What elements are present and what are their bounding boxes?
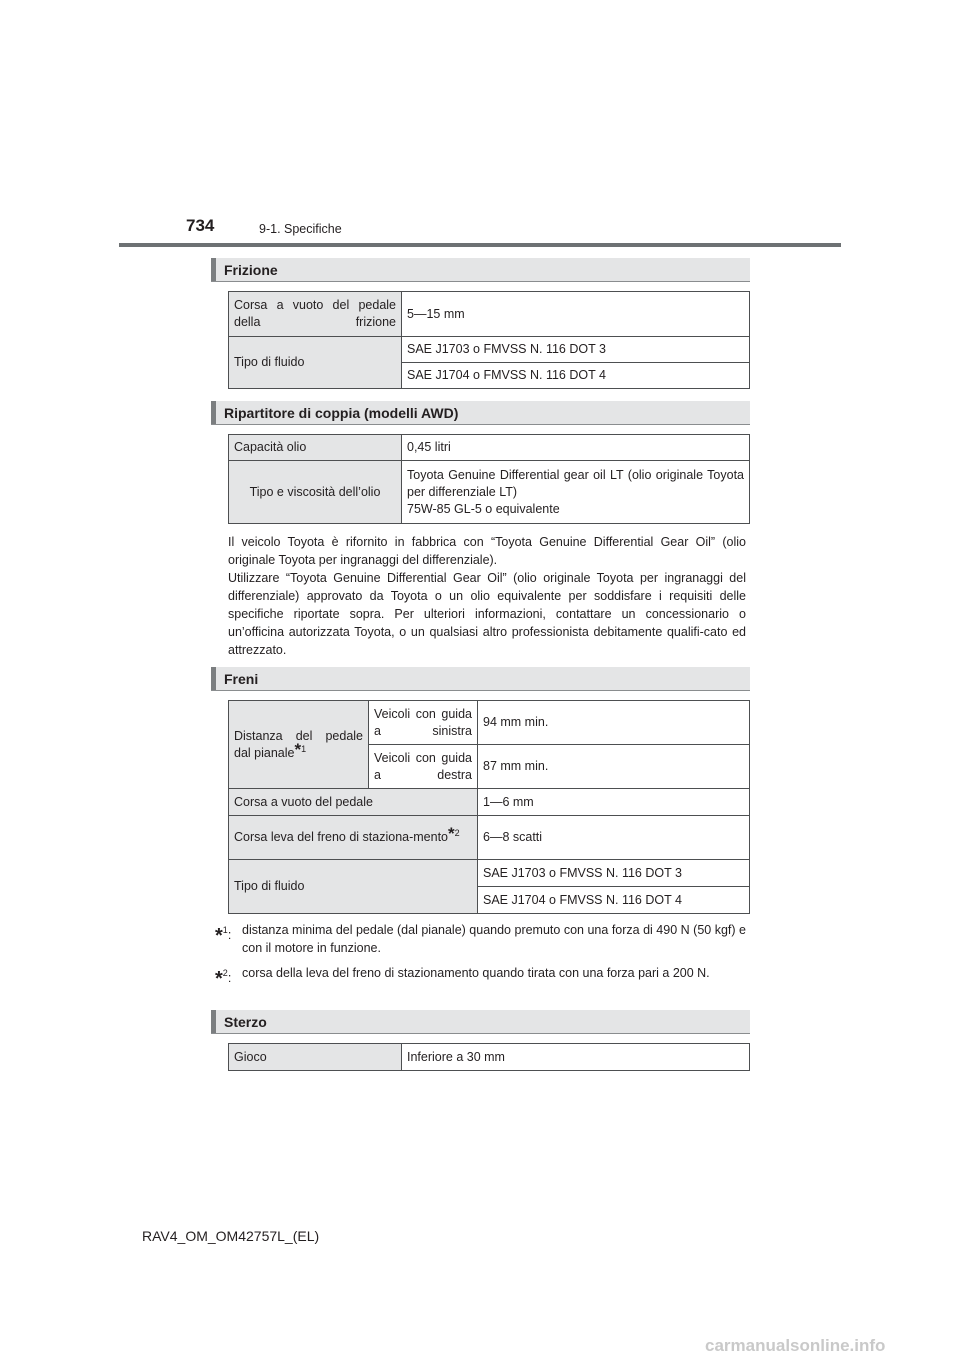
heading-bar bbox=[211, 667, 216, 690]
table-value bbox=[402, 461, 750, 524]
table-row bbox=[229, 292, 750, 337]
header-rule bbox=[119, 243, 841, 247]
oil-viscosity-line: 75W-85 GL-5 o equivalente bbox=[407, 501, 560, 516]
oil-note bbox=[228, 533, 746, 659]
oil-note-paragraph: Utilizzare “Toyota Genuine Differential Gear Oil” (olio originale Toyota per ingranaggi del differenziale) approvato da Toyota o un olio equivalente per soddisfare i requisiti delle specifiche riportate sopra. Per ulteriori informazioni, contattare un concessionario o un’officina autorizzata Toyota, o un qualsiasi altro professionista debitamente qualifi-cato ed attrezzato. bbox=[228, 571, 746, 657]
section-heading-sterzo bbox=[211, 1010, 750, 1034]
footnote-mark: *$^2$: bbox=[215, 968, 232, 990]
table-key: Tipo di fluido bbox=[229, 337, 402, 389]
table-key: Gioco bbox=[229, 1044, 402, 1071]
table-subkey: Veicoli con guida a destra bbox=[369, 745, 478, 789]
table-value: 87 mm min. bbox=[478, 745, 750, 789]
footnote-number: 1 bbox=[301, 743, 307, 754]
heading-label: Frizione bbox=[224, 262, 278, 278]
footnote-text: distanza minima del pedale (dal pianale) quando premuto con una forza di 490 N (50 kgf) e con il motore in funzione. bbox=[242, 923, 746, 955]
table-ripartitore bbox=[228, 434, 750, 524]
distanza-label: Distanza del pedale dal pianale$^{*1}$ bbox=[234, 728, 363, 760]
table-row bbox=[229, 860, 750, 887]
oil-note-paragraph: Il veicolo Toyota è rifornito in fabbrica con “Toyota Genuine Differential Gear Oil” (olio originale Toyota per ingranaggi del differenziale). bbox=[228, 535, 746, 567]
table-value: 6—8 scatti bbox=[478, 816, 750, 860]
table-value: 5—15 mm bbox=[402, 292, 750, 337]
footnote-mark: *$^1$: bbox=[215, 925, 232, 947]
table-row bbox=[229, 701, 750, 745]
section-heading-freni bbox=[211, 667, 750, 691]
document-code: RAV4_OM_OM42757L_(EL) bbox=[142, 1228, 320, 1244]
table-row bbox=[229, 435, 750, 461]
table-value: SAE J1704 o FMVSS N. 116 DOT 4 bbox=[478, 887, 750, 914]
table-key: Capacità olio bbox=[229, 435, 402, 461]
table-key: Tipo di fluido bbox=[229, 860, 478, 914]
table-key bbox=[229, 816, 478, 860]
section-heading-frizione bbox=[211, 258, 750, 282]
footnote-star: * bbox=[294, 739, 302, 759]
table-value: SAE J1704 o FMVSS N. 116 DOT 4 bbox=[402, 363, 750, 389]
heading-label: Ripartitore di coppia (modelli AWD) bbox=[224, 405, 459, 421]
heading-label: Freni bbox=[224, 671, 259, 687]
watermark: carmanualsonline.info bbox=[705, 1336, 886, 1355]
table-key: Corsa a vuoto del pedale bbox=[229, 789, 478, 816]
table-freni bbox=[228, 700, 750, 914]
table-value: 0,45 litri bbox=[402, 435, 750, 461]
table-row bbox=[229, 789, 750, 816]
footnote-1 bbox=[215, 921, 746, 957]
leva-label: Corsa leva del freno di staziona-mento$^{*2}$ bbox=[234, 824, 460, 844]
table-value: 1—6 mm bbox=[478, 789, 750, 816]
table-value: 94 mm min. bbox=[478, 701, 750, 745]
heading-bar bbox=[211, 1010, 216, 1033]
footnote-2 bbox=[215, 964, 746, 990]
table-key: Tipo e viscosità dell’olio bbox=[229, 461, 402, 524]
table-key bbox=[229, 701, 369, 789]
oil-type-line: Toyota Genuine Differential gear oil LT (olio originale Toyota per differenziale LT) bbox=[407, 467, 744, 499]
heading-bar bbox=[211, 401, 216, 424]
table-frizione bbox=[228, 291, 750, 389]
footnote-text: corsa della leva del freno di stazionamento quando tirata con una forza pari a 200 N. bbox=[242, 966, 710, 980]
section-heading-ripartitore bbox=[211, 401, 750, 425]
footnote-star: * bbox=[448, 824, 455, 843]
table-row bbox=[229, 1044, 750, 1071]
table-row bbox=[229, 337, 750, 363]
table-value: Inferiore a 30 mm bbox=[402, 1044, 750, 1071]
page-number: 734 bbox=[186, 216, 215, 235]
heading-bar bbox=[211, 258, 216, 281]
heading-label: Sterzo bbox=[224, 1014, 267, 1030]
table-value: SAE J1703 o FMVSS N. 116 DOT 3 bbox=[478, 860, 750, 887]
footnote-number: 2 bbox=[454, 827, 460, 838]
table-value: SAE J1703 o FMVSS N. 116 DOT 3 bbox=[402, 337, 750, 363]
table-sterzo bbox=[228, 1043, 750, 1071]
section-title: 9-1. Specifiche bbox=[259, 222, 342, 236]
table-row bbox=[229, 461, 750, 524]
table-key: Corsa a vuoto del pedale della frizione bbox=[229, 292, 402, 337]
table-row bbox=[229, 816, 750, 860]
table-subkey: Veicoli con guida a sinistra bbox=[369, 701, 478, 745]
